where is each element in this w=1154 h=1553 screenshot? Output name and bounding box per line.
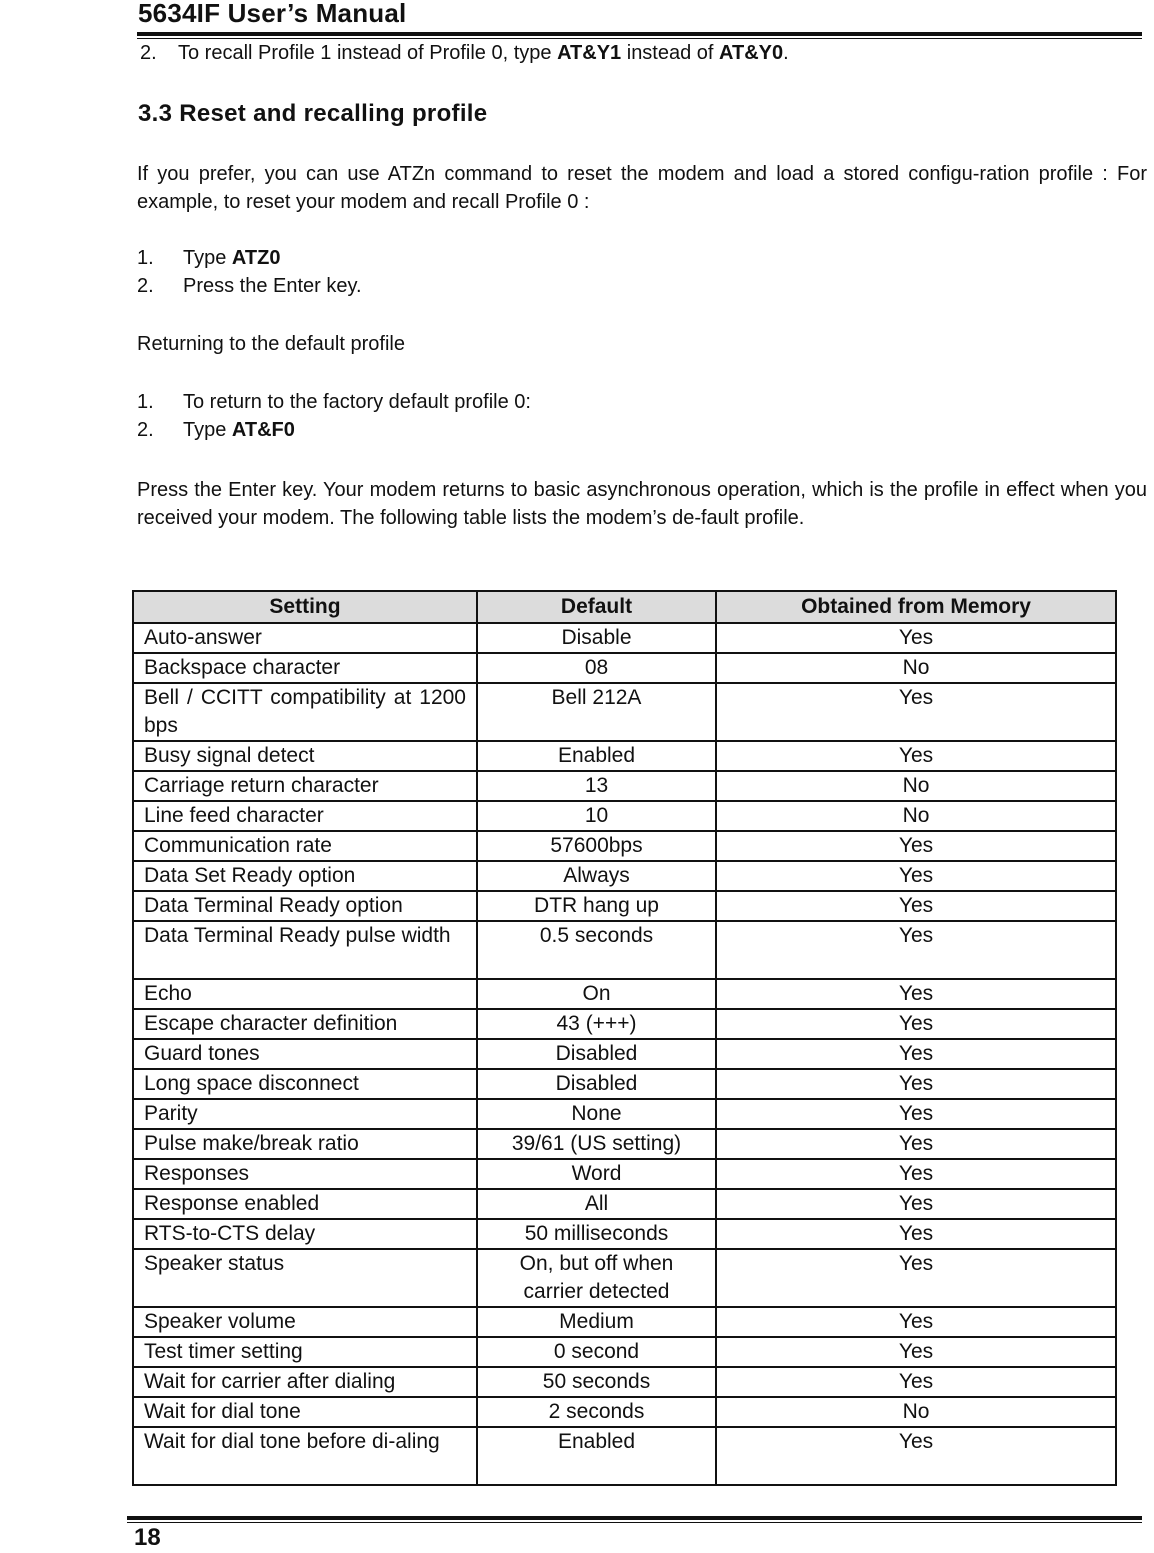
default-cell: 50 milliseconds bbox=[477, 1219, 716, 1249]
memory-cell: Yes bbox=[716, 1069, 1116, 1099]
step-text: Type bbox=[183, 247, 232, 269]
list-item bbox=[137, 416, 531, 444]
page-number: 18 bbox=[134, 1524, 161, 1551]
setting-cell: Wait for carrier after dialing bbox=[133, 1367, 477, 1397]
table-row bbox=[133, 1397, 1116, 1427]
memory-cell: Yes bbox=[716, 1367, 1116, 1397]
memory-cell: No bbox=[716, 653, 1116, 683]
default-cell: 2 seconds bbox=[477, 1397, 716, 1427]
default-cell: 0 second bbox=[477, 1337, 716, 1367]
table-row bbox=[133, 1249, 1116, 1307]
default-profile-table bbox=[132, 590, 1117, 1486]
setting-cell: Speaker status bbox=[133, 1249, 477, 1307]
default-cell: Word bbox=[477, 1159, 716, 1189]
table-row bbox=[133, 1069, 1116, 1099]
setting-cell: Data Set Ready option bbox=[133, 861, 477, 891]
header-rule-thin bbox=[137, 38, 1142, 39]
table-row bbox=[133, 1129, 1116, 1159]
table-row bbox=[133, 1337, 1116, 1367]
default-cell: 57600bps bbox=[477, 831, 716, 861]
default-cell: 39/61 (US setting) bbox=[477, 1129, 716, 1159]
setting-cell: Line feed character bbox=[133, 801, 477, 831]
memory-cell: Yes bbox=[716, 831, 1116, 861]
default-cell: Enabled bbox=[477, 1427, 716, 1485]
column-header-setting: Setting bbox=[133, 591, 477, 623]
table-row bbox=[133, 741, 1116, 771]
list-item bbox=[137, 388, 531, 416]
memory-cell: Yes bbox=[716, 1427, 1116, 1485]
table-row bbox=[133, 1009, 1116, 1039]
setting-cell: Test timer setting bbox=[133, 1337, 477, 1367]
default-cell: Enabled bbox=[477, 741, 716, 771]
default-cell: 50 seconds bbox=[477, 1367, 716, 1397]
header-rule bbox=[137, 32, 1142, 36]
table-row bbox=[133, 1367, 1116, 1397]
intro-command-y0: AT&Y0 bbox=[719, 42, 784, 64]
memory-cell: No bbox=[716, 1397, 1116, 1427]
paragraph-default-profile: Press the Enter key. Your modem returns to basic asynchronous operation, which is the profile in effect when you received your modem. The following table lists the modem’s de-fault profile. bbox=[137, 479, 1147, 529]
memory-cell: Yes bbox=[716, 891, 1116, 921]
setting-cell: Pulse make/break ratio bbox=[133, 1129, 477, 1159]
memory-cell: Yes bbox=[716, 1307, 1116, 1337]
default-cell: All bbox=[477, 1189, 716, 1219]
table-row bbox=[133, 1427, 1116, 1485]
table-row bbox=[133, 801, 1116, 831]
setting-cell: Carriage return character bbox=[133, 771, 477, 801]
setting-cell: Guard tones bbox=[133, 1039, 477, 1069]
default-cell: None bbox=[477, 1099, 716, 1129]
setting-cell: Data Terminal Ready pulse width bbox=[133, 921, 477, 979]
default-cell: Disabled bbox=[477, 1069, 716, 1099]
memory-cell: Yes bbox=[716, 683, 1116, 741]
setting-cell: Bell / CCITT compatibility at 1200 bps bbox=[133, 683, 477, 741]
column-header-default: Default bbox=[477, 591, 716, 623]
manual-header-title: 5634IF User’s Manual bbox=[138, 0, 407, 28]
default-cell: Medium bbox=[477, 1307, 716, 1337]
setting-cell: Wait for dial tone bbox=[133, 1397, 477, 1427]
setting-cell: Long space disconnect bbox=[133, 1069, 477, 1099]
table-row bbox=[133, 831, 1116, 861]
memory-cell: Yes bbox=[716, 1249, 1116, 1307]
reset-steps-list bbox=[137, 244, 362, 300]
table-row bbox=[133, 891, 1116, 921]
step-number: 1. bbox=[137, 247, 154, 269]
table-row bbox=[133, 1159, 1116, 1189]
step-number: 1. bbox=[137, 391, 154, 413]
step-text: Type bbox=[183, 419, 232, 441]
intro-step bbox=[140, 42, 789, 65]
setting-cell: Echo bbox=[133, 979, 477, 1009]
step-text: Press the Enter key. bbox=[183, 275, 362, 297]
default-cell: Always bbox=[477, 861, 716, 891]
memory-cell: Yes bbox=[716, 921, 1116, 979]
table-row bbox=[133, 683, 1116, 741]
table-row bbox=[133, 771, 1116, 801]
setting-cell: Backspace character bbox=[133, 653, 477, 683]
default-cell: Bell 212A bbox=[477, 683, 716, 741]
memory-cell: Yes bbox=[716, 1039, 1116, 1069]
step-number: 2. bbox=[137, 419, 154, 441]
default-cell: Disable bbox=[477, 623, 716, 653]
returning-heading: Returning to the default profile bbox=[137, 333, 405, 355]
default-cell: 13 bbox=[477, 771, 716, 801]
default-cell: 08 bbox=[477, 653, 716, 683]
intro-text-middle: instead of bbox=[621, 42, 720, 64]
table-row bbox=[133, 1219, 1116, 1249]
setting-cell: Auto-answer bbox=[133, 623, 477, 653]
memory-cell: Yes bbox=[716, 1009, 1116, 1039]
default-cell: 43 (+++) bbox=[477, 1009, 716, 1039]
footer-rule bbox=[127, 1516, 1142, 1520]
step-text: To return to the factory default profile 0: bbox=[183, 391, 531, 413]
memory-cell: Yes bbox=[716, 1129, 1116, 1159]
memory-cell: Yes bbox=[716, 1099, 1116, 1129]
step-command: AT&F0 bbox=[231, 419, 295, 441]
memory-cell: Yes bbox=[716, 861, 1116, 891]
setting-cell: Communication rate bbox=[133, 831, 477, 861]
memory-cell: Yes bbox=[716, 1337, 1116, 1367]
setting-cell: Speaker volume bbox=[133, 1307, 477, 1337]
memory-cell: No bbox=[716, 801, 1116, 831]
table-header-row bbox=[133, 591, 1116, 623]
default-cell: 10 bbox=[477, 801, 716, 831]
setting-cell: Wait for dial tone before di-aling bbox=[133, 1427, 477, 1485]
table-row bbox=[133, 921, 1116, 979]
memory-cell: Yes bbox=[716, 979, 1116, 1009]
memory-cell: Yes bbox=[716, 1159, 1116, 1189]
footer-rule-thin bbox=[127, 1522, 1142, 1523]
memory-cell: Yes bbox=[716, 623, 1116, 653]
intro-text-after: . bbox=[783, 42, 789, 64]
section-title: 3.3 Reset and recalling profile bbox=[138, 100, 488, 127]
table-row bbox=[133, 1099, 1116, 1129]
setting-cell: Response enabled bbox=[133, 1189, 477, 1219]
default-cell: DTR hang up bbox=[477, 891, 716, 921]
memory-cell: Yes bbox=[716, 1189, 1116, 1219]
setting-cell: Responses bbox=[133, 1159, 477, 1189]
default-cell: On, but off when carrier detected bbox=[477, 1249, 716, 1307]
column-header-memory: Obtained from Memory bbox=[716, 591, 1116, 623]
memory-cell: No bbox=[716, 771, 1116, 801]
table-row bbox=[133, 979, 1116, 1009]
table-row bbox=[133, 1307, 1116, 1337]
paragraph-reset-intro: If you prefer, you can use ATZn command to reset the modem and load a stored configu-ration profile : For example, to reset your modem and recall Profile 0 : bbox=[137, 163, 1147, 213]
default-cell: On bbox=[477, 979, 716, 1009]
setting-cell: Parity bbox=[133, 1099, 477, 1129]
list-item bbox=[137, 272, 362, 300]
step-number: 2. bbox=[137, 275, 154, 297]
table-row bbox=[133, 1189, 1116, 1219]
default-steps-list bbox=[137, 388, 531, 444]
intro-text-before: To recall Profile 1 instead of Profile 0, type bbox=[178, 42, 558, 64]
table-row bbox=[133, 623, 1116, 653]
setting-cell: Escape character definition bbox=[133, 1009, 477, 1039]
list-item bbox=[137, 244, 362, 272]
memory-cell: Yes bbox=[716, 741, 1116, 771]
setting-cell: Busy signal detect bbox=[133, 741, 477, 771]
intro-command-y1: AT&Y1 bbox=[557, 42, 622, 64]
step-command: ATZ0 bbox=[231, 247, 281, 269]
table-row bbox=[133, 861, 1116, 891]
default-cell: 0.5 seconds bbox=[477, 921, 716, 979]
default-cell: Disabled bbox=[477, 1039, 716, 1069]
intro-step-number: 2. bbox=[140, 42, 157, 64]
setting-cell: Data Terminal Ready option bbox=[133, 891, 477, 921]
table-row bbox=[133, 653, 1116, 683]
setting-cell: RTS-to-CTS delay bbox=[133, 1219, 477, 1249]
table-row bbox=[133, 1039, 1116, 1069]
memory-cell: Yes bbox=[716, 1219, 1116, 1249]
